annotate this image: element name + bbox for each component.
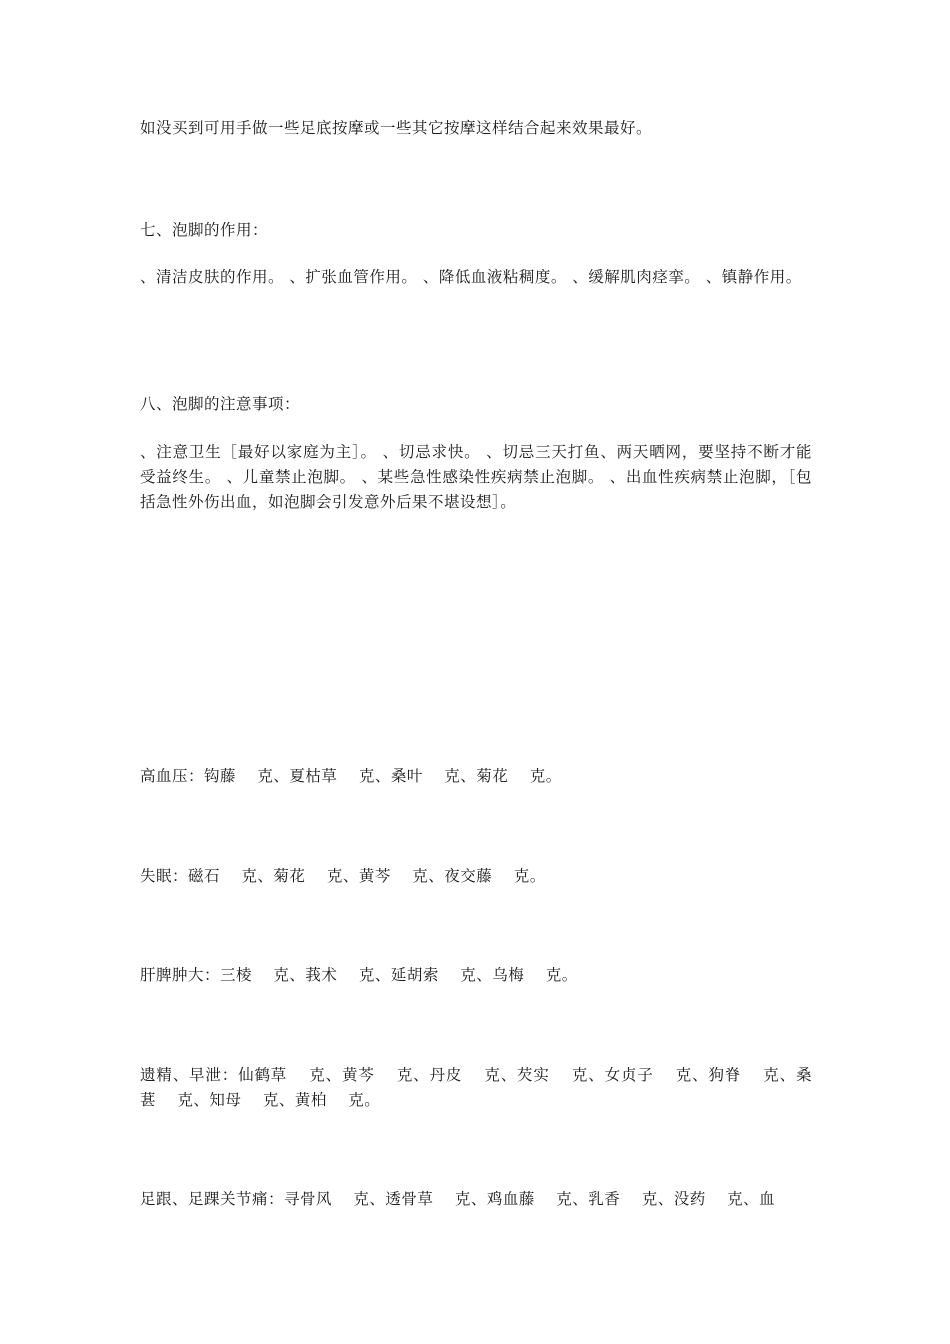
recipe-hypertension: 高血压：钩藤 克、夏枯草 克、桑叶 克、菊花 克。 (140, 767, 562, 785)
recipe-insomnia: 失眠：磁石 克、菊花 克、黄芩 克、夜交藤 克。 (140, 867, 546, 885)
recipe-spermatorrhea: 遗精、早泄：仙鹤草 克、黄芩 克、丹皮 克、芡实 克、女贞子 克、狗脊 克、桑葚 克、知母 克、黄柏 克。 (140, 1066, 812, 1109)
section-7-body: 、清洁皮肤的作用。 、扩张血管作用。 、降低血液粘稠度。 、缓解肌肉痉挛。 、镇静作用。 (140, 268, 802, 286)
intro-paragraph: 如没买到可用手做一些足底按摩或一些其它按摩这样结合起来效果最好。 (140, 119, 653, 137)
recipe-heel-ankle-pain: 足跟、足踝关节痛：寻骨风 克、透骨草 克、鸡血藤 克、乳香 克、没药 克、血 (140, 1190, 776, 1208)
section-8-heading: 八、泡脚的注意事项： (140, 395, 301, 413)
section-8-body: 、注意卫生［最好以家庭为主］。 、切忌求快。 、切忌三天打鱼、两天晒网，要坚持不断才能受益终生。 、儿童禁止泡脚。 、某些急性感染性疾病禁止泡脚。 、出血性疾病禁止泡脚，［包括急性外伤出血，如泡脚会引发意外后果不堪设想］。 (140, 443, 812, 511)
section-7-heading: 七、泡脚的作用： (140, 221, 269, 239)
recipe-hepatosplenomegaly: 肝脾肿大：三棱 克、莪术 克、延胡索 克、乌梅 克。 (140, 966, 578, 984)
